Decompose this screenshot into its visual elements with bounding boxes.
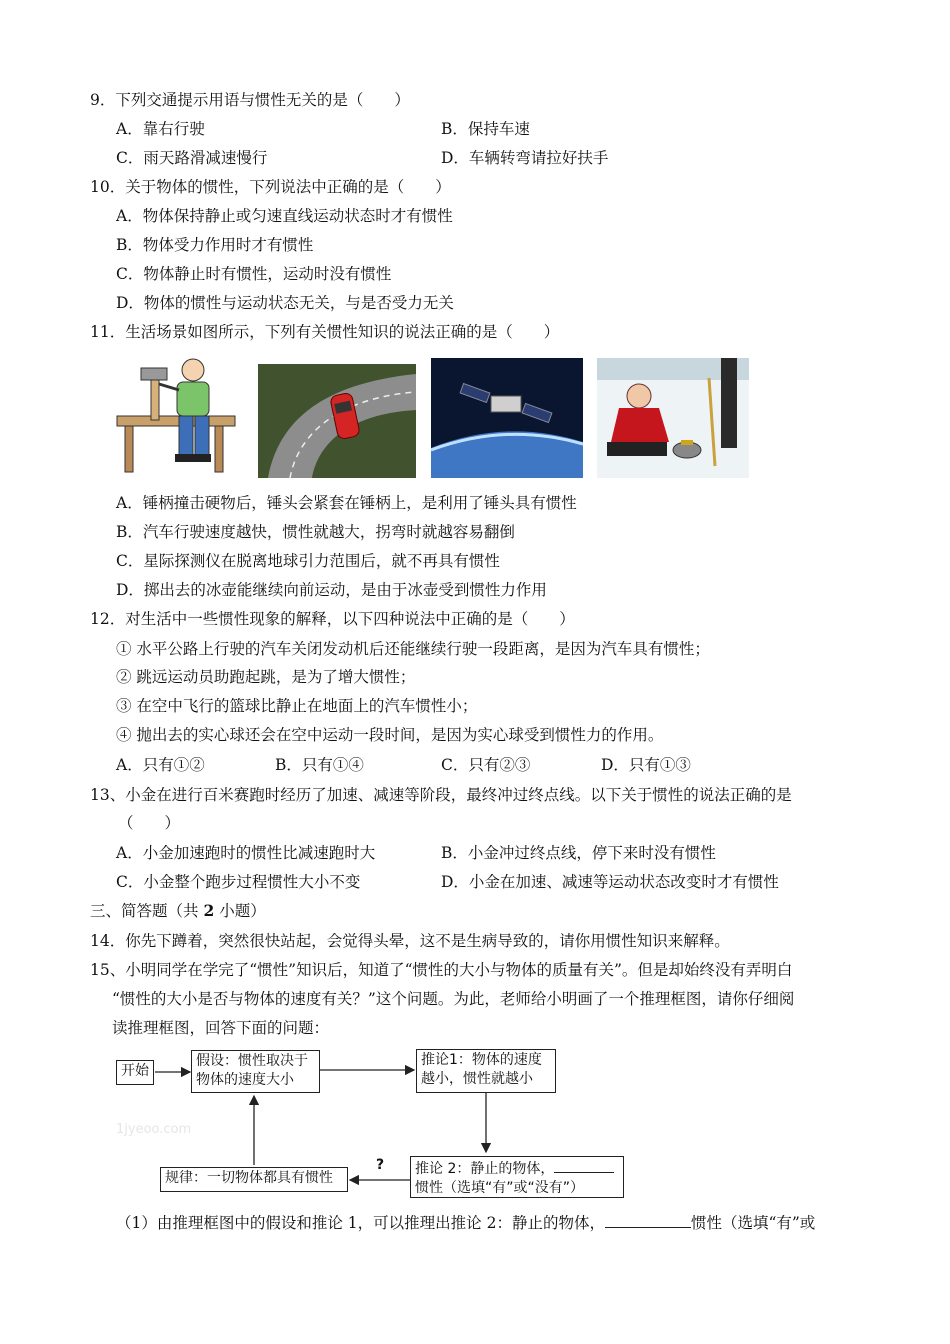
q10-stem: 10．关于物体的惯性，下列说法中正确的是（ ） [90,178,451,196]
flow-start-label: 开始 [121,1063,149,1079]
q14-stem: 14．你先下蹲着，突然很快站起，会觉得头晕，这不是生病导致的，请你用惯性知识来解释。 [90,932,730,950]
q15-line-3: 读推理框图，回答下面的问题： [112,1019,330,1037]
q15-part-1 [116,1213,815,1233]
q15-part-1-answer-blank[interactable] [605,1213,691,1228]
q10-option-c: C．物体静止时有惯性，运动时没有惯性 [116,265,392,283]
q15-line-2: “惯性的大小是否与物体的速度有关？”这个问题。为此，老师给小明画了一个推理框图，请你仔细阅 [112,990,795,1008]
q13-stem: 13、小金在进行百米赛跑时经历了加速、减速等阶段，最终冲过终点线。以下关于惯性的说法正确的是 [90,786,792,804]
q12-statement-2: ② 跳远运动员助跑起跳，是为了增大惯性； [116,668,416,686]
q11-option-b: B．汽车行驶速度越快，惯性就越大，拐弯时就越容易翻倒 [116,523,515,541]
flow-hypothesis-line-1: 假设：惯性取决于 [196,1053,308,1069]
q12-option-d: D．只有①③ [601,756,691,774]
q10-option-b: B．物体受力作用时才有惯性 [116,236,314,254]
flow-inference-2-box [410,1156,624,1198]
section-3-prefix: 三、简答题（共 [90,902,199,920]
q12-option-a: A．只有①② [116,756,205,774]
q9-stem: 9．下列交通提示用语与惯性无关的是（ ） [90,91,410,109]
flow-question-mark: ? [376,1157,385,1173]
q13-option-a: A．小金加速跑时的惯性比减速跑时大 [116,844,376,862]
q10-option-d: D．物体的惯性与运动状态无关，与是否受力无关 [116,294,454,312]
q9-option-a: A．靠右行驶 [116,120,205,138]
q15-part-1-text-b: 惯性（选填“有”或 [690,1214,816,1232]
q13-option-c: C．小金整个跑步过程惯性大小不变 [116,873,361,891]
flow-inference-1-line-2: 越小，惯性就越小 [421,1071,533,1087]
flow-start-box [116,1060,154,1085]
flow-inference-1-box [416,1049,556,1093]
flow-inference-2-line-2: 惯性（选填“有”或“没有”） [415,1180,585,1196]
q11-option-c: C．星际探测仪在脱离地球引力范围后，就不再具有惯性 [116,552,500,570]
q12-option-b: B．只有①④ [275,756,364,774]
q12-statement-4: ④ 抛出去的实心球还会在空中运动一段时间，是因为实心球受到惯性力的作用。 [116,726,664,744]
q15-line-1: 15、小明同学在学完了“惯性”知识后，知道了“惯性的大小与物体的质量有关”。但是却始终没有弄明白 [90,961,793,979]
q13-option-b: B．小金冲过终点线，停下来时没有惯性 [441,844,716,862]
section-3-count: 2 [203,901,215,920]
q11-option-a: A．锤柄撞击硬物后，锤头会紧套在锤柄上，是利用了锤头具有惯性 [116,494,577,512]
flow-hypothesis-box [191,1050,320,1093]
q12-option-c: C．只有②③ [441,756,531,774]
q13-stem-paren: （ ） [118,814,181,832]
flow-hypothesis-line-2: 物体的速度大小 [196,1072,294,1088]
watermark-text: 1jyeoo.com [116,1122,192,1137]
q10-option-a: A．物体保持静止或匀速直线运动状态时才有惯性 [116,207,453,225]
q13-option-d: D．小金在加速、减速等运动状态改变时才有惯性 [441,873,779,891]
q12-statement-1: ① 水平公路上行驶的汽车关闭发动机后还能继续行驶一段距离，是因为汽车具有惯性； [116,640,710,658]
q12-stem: 12．对生活中一些惯性现象的解释，以下四种说法中正确的是（ ） [90,610,575,628]
flow-rule-label: 规律：一切物体都具有惯性 [165,1170,333,1186]
q12-statement-3: ③ 在空中飞行的篮球比静止在地面上的汽车惯性小； [116,697,478,715]
q11-option-d: D．掷出去的冰壶能继续向前运动，是由于冰壶受到惯性力作用 [116,581,547,599]
flow-inference-1-line-1: 推论1：物体的速度 [421,1052,542,1068]
q15-part-1-text-a: （1）由推理框图中的假设和推论 1，可以推理出推论 2：静止的物体， [116,1214,605,1232]
flow-rule-box [160,1167,348,1192]
q9-option-c: C．雨天路滑减速慢行 [116,149,268,167]
q9-option-d: D．车辆转弯请拉好扶手 [441,149,609,167]
flow-inference-2-line-1: 推论 2：静止的物体， [415,1161,555,1177]
q9-option-b: B．保持车速 [441,120,530,138]
flow-inference-2-blank [554,1158,614,1173]
q11-stem: 11．生活场景如图所示，下列有关惯性知识的说法正确的是（ ） [90,323,560,341]
section-3-suffix: 小题） [219,902,266,920]
